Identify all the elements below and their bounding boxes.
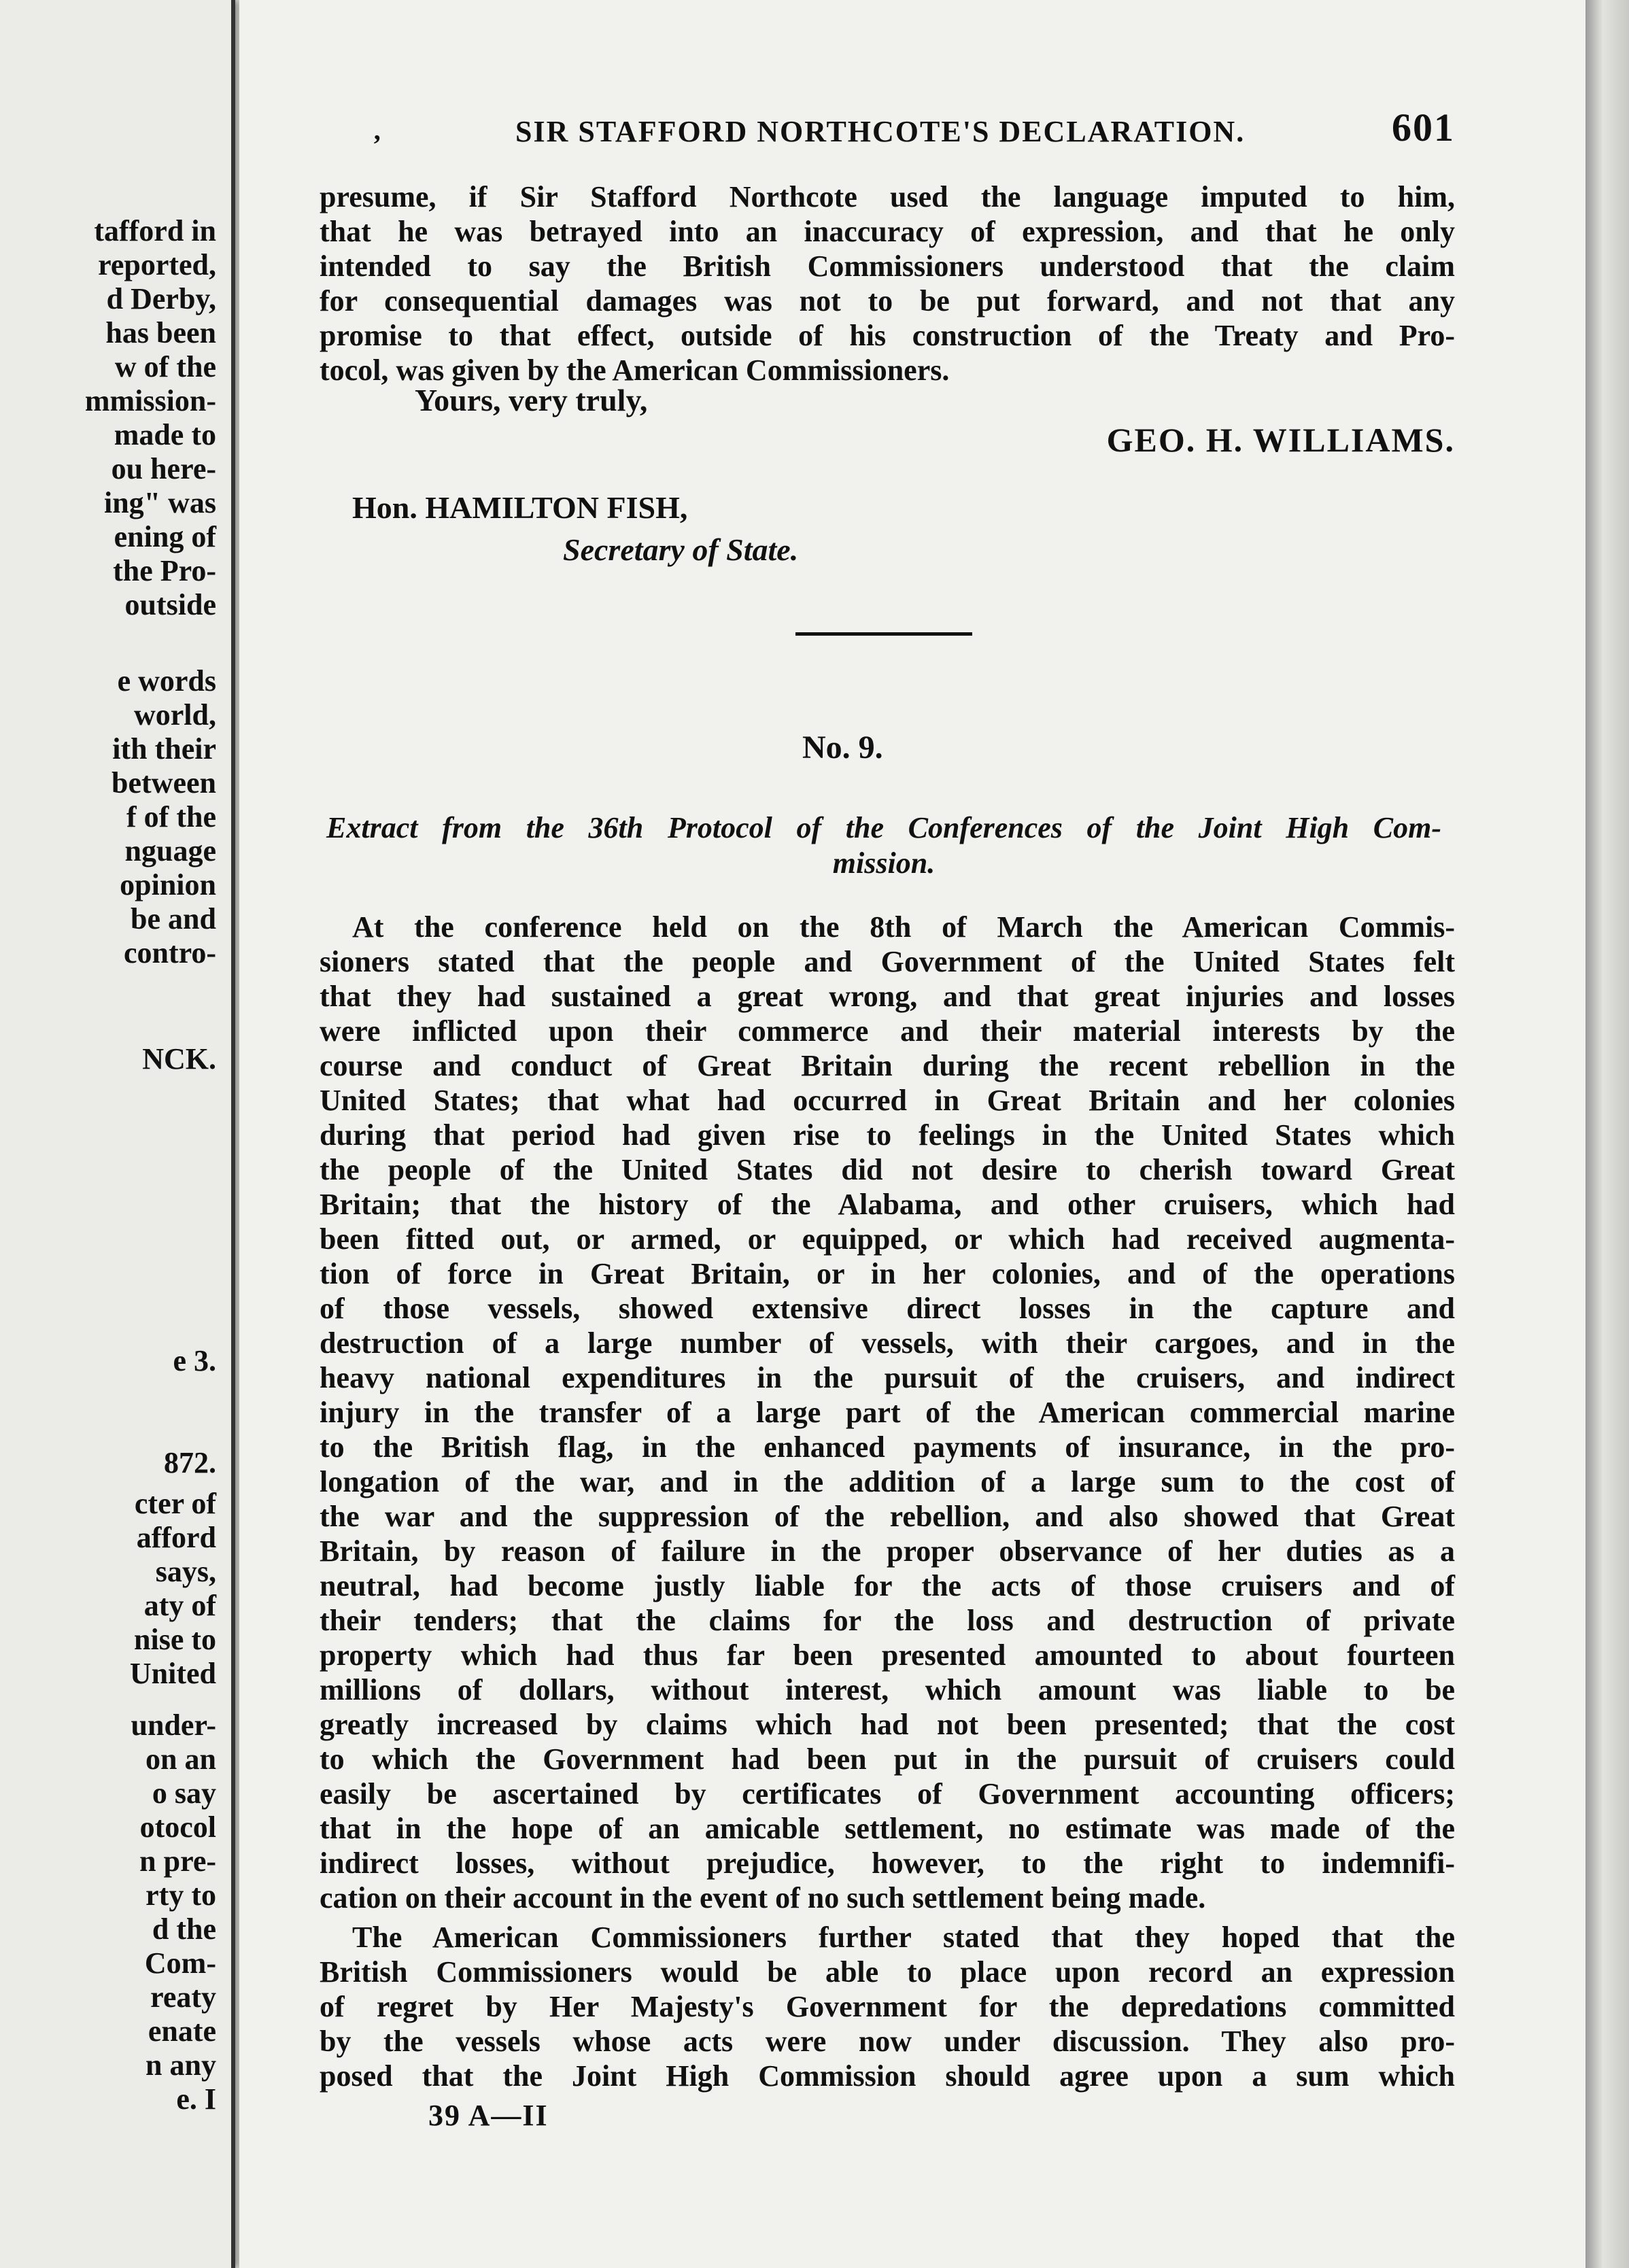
left-page-line: opinion bbox=[120, 868, 216, 901]
text-line: cation on their account in the event of no such settlement being made. bbox=[320, 1881, 1206, 1914]
left-page-line: aty of bbox=[143, 1589, 216, 1622]
left-page-line: afford bbox=[136, 1521, 216, 1554]
text-line: the war and the suppression of the rebellion, and also showed that Great bbox=[320, 1500, 1455, 1533]
text-line: were inflicted upon their commerce and their material interests by the bbox=[320, 1014, 1455, 1048]
left-page-line: e. I bbox=[176, 2082, 216, 2116]
header-mark: ‚ bbox=[373, 115, 383, 145]
text-line: the people of the United States did not desire to cherish toward Great bbox=[320, 1153, 1455, 1186]
text-line: Britain, by reason of failure in the proper observance of her duties as a bbox=[320, 1534, 1455, 1568]
text-line: Britain; that the history of the Alabama, and other cruisers, which had bbox=[320, 1188, 1455, 1221]
left-page-line: world, bbox=[134, 698, 216, 732]
text-line: presume, if Sir Stafford Northcote used the language imputed to him, bbox=[320, 180, 1455, 213]
left-page-line: e 3. bbox=[173, 1344, 216, 1377]
text-line: injury in the transfer of a large part of the American commercial marine bbox=[320, 1396, 1455, 1429]
left-page-line: the Pro- bbox=[113, 554, 216, 587]
running-header bbox=[305, 105, 1455, 150]
text-line: their tenders; that the claims for the loss and destruction of private bbox=[320, 1604, 1455, 1637]
left-page-line: reaty bbox=[150, 1980, 216, 2014]
left-page-line: n any bbox=[145, 2048, 216, 2082]
text-line: of regret by Her Majesty's Government for the depredations committed bbox=[320, 1990, 1455, 2023]
page-number: 601 bbox=[1392, 105, 1455, 150]
left-page-line: under- bbox=[131, 1708, 216, 1742]
text-line: United States; that what had occurred in Great Britain and her colonies bbox=[320, 1084, 1455, 1117]
text-line: that they had sustained a great wrong, and that great injuries and losses bbox=[320, 980, 1455, 1013]
protocol-paragraph-1 bbox=[320, 910, 1455, 1915]
letter-closing: Yours, very truly, bbox=[415, 383, 648, 417]
page-edge-shadow bbox=[1585, 0, 1629, 2268]
title-line: Extract from the 36th Protocol of the Conferences of the Joint High Com- bbox=[326, 811, 1441, 844]
left-page-line: ou here- bbox=[111, 452, 216, 485]
left-page-line: nise to bbox=[134, 1623, 216, 1656]
left-page-line: Com- bbox=[144, 1946, 216, 1980]
text-line: posed that the Joint High Commission should agree upon a sum which bbox=[320, 2059, 1455, 2093]
signature-mark: 39 A—II bbox=[428, 2099, 549, 2132]
left-page-line: e words bbox=[117, 664, 216, 698]
left-page-line: on an bbox=[145, 1742, 216, 1776]
text-line: tocol, was given by the American Commissioners. bbox=[320, 354, 950, 387]
left-page-line: between bbox=[112, 766, 216, 800]
text-line: to which the Government had been put in the pursuit of cruisers could bbox=[320, 1742, 1455, 1776]
left-page-line: be and bbox=[131, 902, 216, 935]
text-line: greatly increased by claims which had not been presented; that the cost bbox=[320, 1708, 1455, 1741]
left-page-line: enate bbox=[148, 2014, 216, 2048]
left-page-line: reported, bbox=[98, 248, 216, 281]
left-page-line: f of the bbox=[126, 800, 216, 834]
left-page-line: contro- bbox=[123, 936, 216, 969]
left-page-line: w of the bbox=[114, 350, 216, 383]
text-line: destruction of a large number of vessels, with their cargoes, and in the bbox=[320, 1326, 1455, 1360]
left-adjacent-page bbox=[0, 0, 235, 2268]
left-page-line: NCK. bbox=[142, 1042, 216, 1076]
protocol-paragraph-2 bbox=[320, 1920, 1455, 2093]
text-line: by the vessels whose acts were now under discussion. They also pro- bbox=[320, 2025, 1455, 2058]
text-line: millions of dollars, without interest, which amount was liable to be bbox=[320, 1673, 1455, 1706]
text-line: The American Commissioners further stated that they hoped that the bbox=[352, 1921, 1455, 1954]
left-page-line: says, bbox=[155, 1555, 216, 1588]
title-line: mission. bbox=[832, 846, 936, 880]
left-page-line: made to bbox=[114, 418, 216, 451]
text-line: course and conduct of Great Britain during the recent rebellion in the bbox=[320, 1049, 1455, 1082]
left-page-line: o say bbox=[152, 1776, 216, 1810]
text-line: neutral, had become justly liable for the acts of those cruisers and of bbox=[320, 1569, 1455, 1602]
extract-title bbox=[326, 810, 1441, 881]
text-line: tion of force in Great Britain, or in her colonies, and of the operations bbox=[320, 1257, 1455, 1290]
text-line: during that period had given rise to feelings in the United States which bbox=[320, 1118, 1455, 1152]
text-line: easily be ascertained by certificates of Government accounting officers; bbox=[320, 1777, 1455, 1810]
left-page-line: outside bbox=[124, 588, 216, 621]
left-page-line: tafford in bbox=[94, 214, 216, 247]
left-page-line: rty to bbox=[145, 1878, 216, 1912]
left-page-line: ith their bbox=[112, 732, 216, 766]
text-line: that in the hope of an amicable settlement, no estimate was made of the bbox=[320, 1812, 1455, 1845]
left-page-line: ing" was bbox=[103, 486, 216, 519]
text-line: sioners stated that the people and Government of the United States felt bbox=[320, 945, 1455, 978]
text-line: longation of the war, and in the addition of a large sum to the cost of bbox=[320, 1465, 1455, 1498]
text-line: for consequential damages was not to be put forward, and not that any bbox=[320, 284, 1455, 317]
letter-signature: GEO. H. WILLIAMS. bbox=[1106, 421, 1455, 459]
left-page-line: United bbox=[129, 1657, 216, 1690]
left-page-line: mmission- bbox=[84, 384, 216, 417]
left-page-line: d Derby, bbox=[106, 282, 216, 315]
left-page-line: ening of bbox=[114, 520, 216, 553]
left-page-line: 872. bbox=[164, 1446, 216, 1479]
text-line: intended to say the British Commissioners understood that the claim bbox=[320, 250, 1455, 283]
letter-paragraph bbox=[320, 179, 1455, 388]
section-divider bbox=[795, 632, 972, 636]
running-title: SIR STAFFORD NORTHCOTE'S DECLARATION. bbox=[515, 115, 1246, 148]
text-line: British Commissioners would be able to place upon record an expression bbox=[320, 1955, 1455, 1989]
text-line: At the conference held on the 8th of March the American Commis- bbox=[352, 910, 1455, 944]
text-line: promise to that effect, outside of his construction of the Treaty and Pro- bbox=[320, 319, 1455, 352]
text-line: heavy national expenditures in the pursuit of the cruisers, and indirect bbox=[320, 1361, 1455, 1394]
left-page-line: otocol bbox=[139, 1810, 216, 1844]
text-line: indirect losses, without prejudice, however, to the right to indemnifi- bbox=[320, 1846, 1455, 1880]
addressee-name: Hon. HAMILTON FISH, bbox=[352, 490, 688, 525]
text-line: to the British flag, in the enhanced payments of insurance, in the pro- bbox=[320, 1430, 1455, 1464]
left-page-line: d the bbox=[152, 1912, 216, 1946]
text-line: of those vessels, showed extensive direct losses in the capture and bbox=[320, 1292, 1455, 1325]
text-line: been fitted out, or armed, or equipped, or which had received augmenta- bbox=[320, 1222, 1455, 1256]
left-page-line: has been bbox=[105, 316, 216, 349]
addressee-title: Secretary of State. bbox=[563, 532, 799, 567]
text-line: that he was betrayed into an inaccuracy of expression, and that he only bbox=[320, 215, 1455, 248]
left-page-line: cter of bbox=[134, 1487, 216, 1520]
text-line: property which had thus far been presented amounted to about fourteen bbox=[320, 1638, 1455, 1672]
document-number: No. 9. bbox=[802, 729, 883, 766]
left-page-line: nguage bbox=[124, 834, 216, 867]
left-page-line: n pre- bbox=[139, 1844, 216, 1878]
